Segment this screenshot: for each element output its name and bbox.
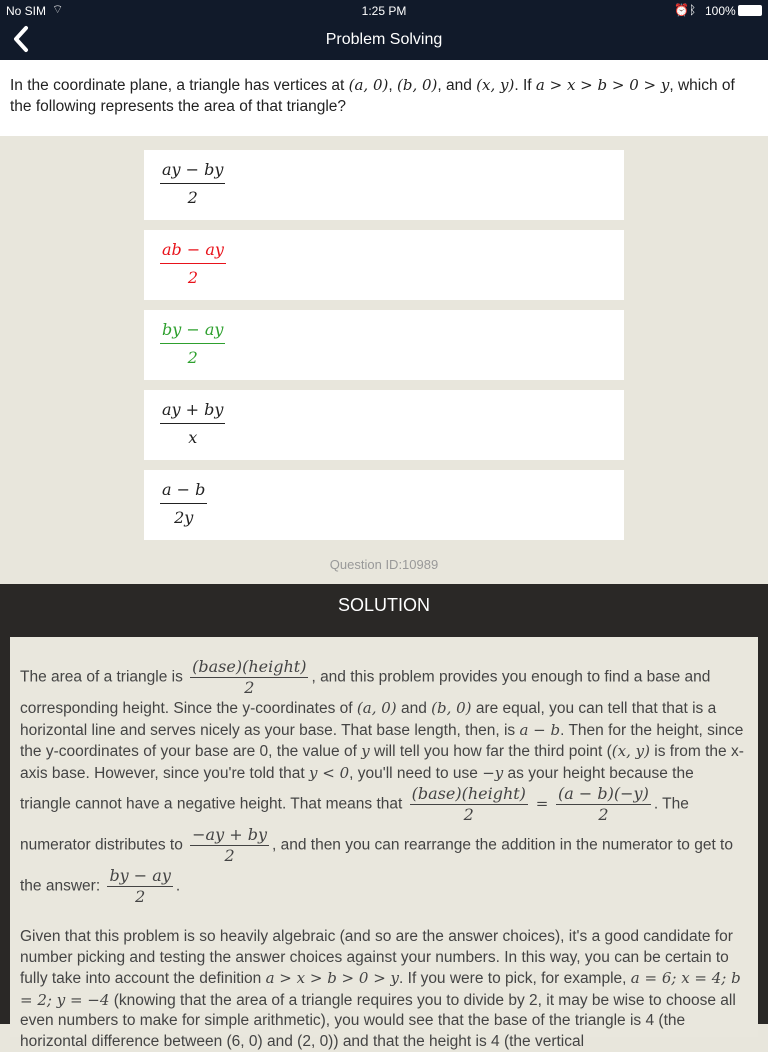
text-segment: . Then for the height, since the y-coordinates of your base are 0, the value of <box>20 721 744 760</box>
answer-choice-5[interactable] <box>144 470 624 540</box>
answer-choice-1[interactable] <box>144 150 624 220</box>
fraction-numerator: by − ay <box>160 320 225 344</box>
top-bar <box>0 0 768 60</box>
text-segment: , and this problem provides you enough to find a base and corresponding height. Since the y-coordinates of <box>20 668 711 717</box>
text-segment: , which of the following represents the area of that triangle? <box>10 77 735 115</box>
math-fraction <box>107 866 172 907</box>
text-segment: as your height because the triangle cannot have a negative height. That means that <box>20 764 694 813</box>
fraction-numerator: (a − b)(−y) <box>558 784 649 803</box>
text-segment: , you'll need to use <box>349 764 483 782</box>
fraction-denominator: x <box>188 428 198 447</box>
text-segment: and <box>396 700 432 717</box>
fraction-denominator: 2 <box>187 188 198 207</box>
math-expression: (x, y) <box>476 76 515 94</box>
math-expression: a − b <box>519 720 561 739</box>
fraction-numerator: ay − by <box>160 160 225 184</box>
fraction-denominator: 2 <box>463 805 474 824</box>
fraction-denominator: 2 <box>135 887 146 906</box>
fraction-numerator: a − b <box>160 480 207 504</box>
status-time: 1:25 PM <box>361 4 407 18</box>
carrier-label: No SIM <box>6 4 47 18</box>
battery-label: 100% <box>705 4 736 18</box>
text-segment: The area of a triangle is <box>20 668 188 686</box>
answer-choice-2[interactable] <box>144 230 624 300</box>
fraction-numerator: (base)(height) <box>411 784 526 803</box>
text-segment: will tell you how far the third point ( <box>369 743 612 760</box>
fraction-numerator: (base)(height) <box>192 657 307 676</box>
math-fraction <box>190 825 269 866</box>
math-expression: (a, 0) <box>348 76 389 94</box>
text-segment: , <box>388 77 397 94</box>
math-expression: a > x > b > 0 > y <box>265 969 400 987</box>
math-fraction <box>556 784 651 825</box>
math-expression: a = 6; x = 4; b = 2; y = −4 <box>20 969 741 1009</box>
choice-fraction <box>160 160 225 208</box>
math-fraction <box>190 657 308 698</box>
solution-paragraph <box>20 927 748 1052</box>
text-segment: Given that this problem is so heavily algebraic (and so are the answer choices), it's a good candidate for number picking and testing the answer choices against your numbers. In this way, you can be certain to fully take into account the definition <box>20 928 733 987</box>
fraction-denominator: 2 <box>187 268 199 287</box>
fraction-numerator: ab − ay <box>160 240 226 264</box>
text-segment: is from the x-axis base. However, since you're told that <box>20 743 744 782</box>
answer-choice-3[interactable] <box>144 310 624 380</box>
fraction-denominator: 2 <box>224 846 235 865</box>
choice-fraction <box>160 240 226 288</box>
choice-fraction <box>160 480 207 528</box>
math-expression: a > x > b > 0 > y <box>535 76 670 94</box>
text-segment: . The numerator distributes to <box>20 795 689 854</box>
question-text <box>0 60 768 136</box>
choice-fraction <box>160 320 225 368</box>
fraction-denominator: 2y <box>174 508 194 527</box>
battery-icon <box>738 5 762 16</box>
math-expression: y < 0 <box>309 763 350 782</box>
math-expression: −y <box>482 763 504 782</box>
choice-fraction <box>160 400 225 448</box>
math-expression: (x, y) <box>611 742 650 760</box>
solution-paragraph <box>20 657 748 907</box>
math-expression: = <box>530 794 554 813</box>
question-id: Question ID:10989 <box>329 557 439 572</box>
bluetooth-icon: ᛒ <box>689 3 697 17</box>
math-expression: (b, 0) <box>431 699 472 717</box>
text-segment: . <box>175 877 181 895</box>
answer-choice-4[interactable] <box>144 390 624 460</box>
math-fraction <box>410 784 528 825</box>
alarm-icon: ⏰ <box>674 3 689 17</box>
fraction-numerator: ay + by <box>160 400 225 424</box>
text-segment: , and then you can rearrange the addition in the numerator to get to the answer: <box>20 836 733 895</box>
fraction-numerator: by − ay <box>109 866 171 885</box>
solution-explanation <box>10 637 758 1050</box>
text-segment: are equal, you can tell that that is a horizontal line and serves nicely as your base. That base length, then, is <box>20 700 717 739</box>
text-segment: . If you were to pick, for example, <box>399 970 631 987</box>
fraction-numerator: −ay + by <box>192 825 267 844</box>
fraction-denominator: 2 <box>187 348 198 367</box>
math-expression: (a, 0) <box>356 699 397 717</box>
fraction-denominator: 2 <box>244 678 255 697</box>
text-segment: , and <box>437 77 477 94</box>
fraction-denominator: 2 <box>598 805 609 824</box>
math-expression: (b, 0) <box>396 76 438 94</box>
wifi-icon: ⌔ <box>52 2 64 16</box>
text-segment: In the coordinate plane, a triangle has vertices at <box>10 77 349 94</box>
text-segment: (knowing that the area of a triangle requires you to divide by 2, it may be wise to choose all even numbers to make for simple arithmetic), you would see that the base of the triangle is 4 (the horizontal difference between (6, 0) and (2, 0)) and that the height is 4 (the vertical <box>20 991 736 1050</box>
page-title: Problem Solving <box>325 31 443 48</box>
math-expression: y <box>361 742 370 760</box>
solution-title: SOLUTION <box>337 595 430 615</box>
text-segment: . If <box>514 77 536 94</box>
status-bar <box>0 0 768 20</box>
